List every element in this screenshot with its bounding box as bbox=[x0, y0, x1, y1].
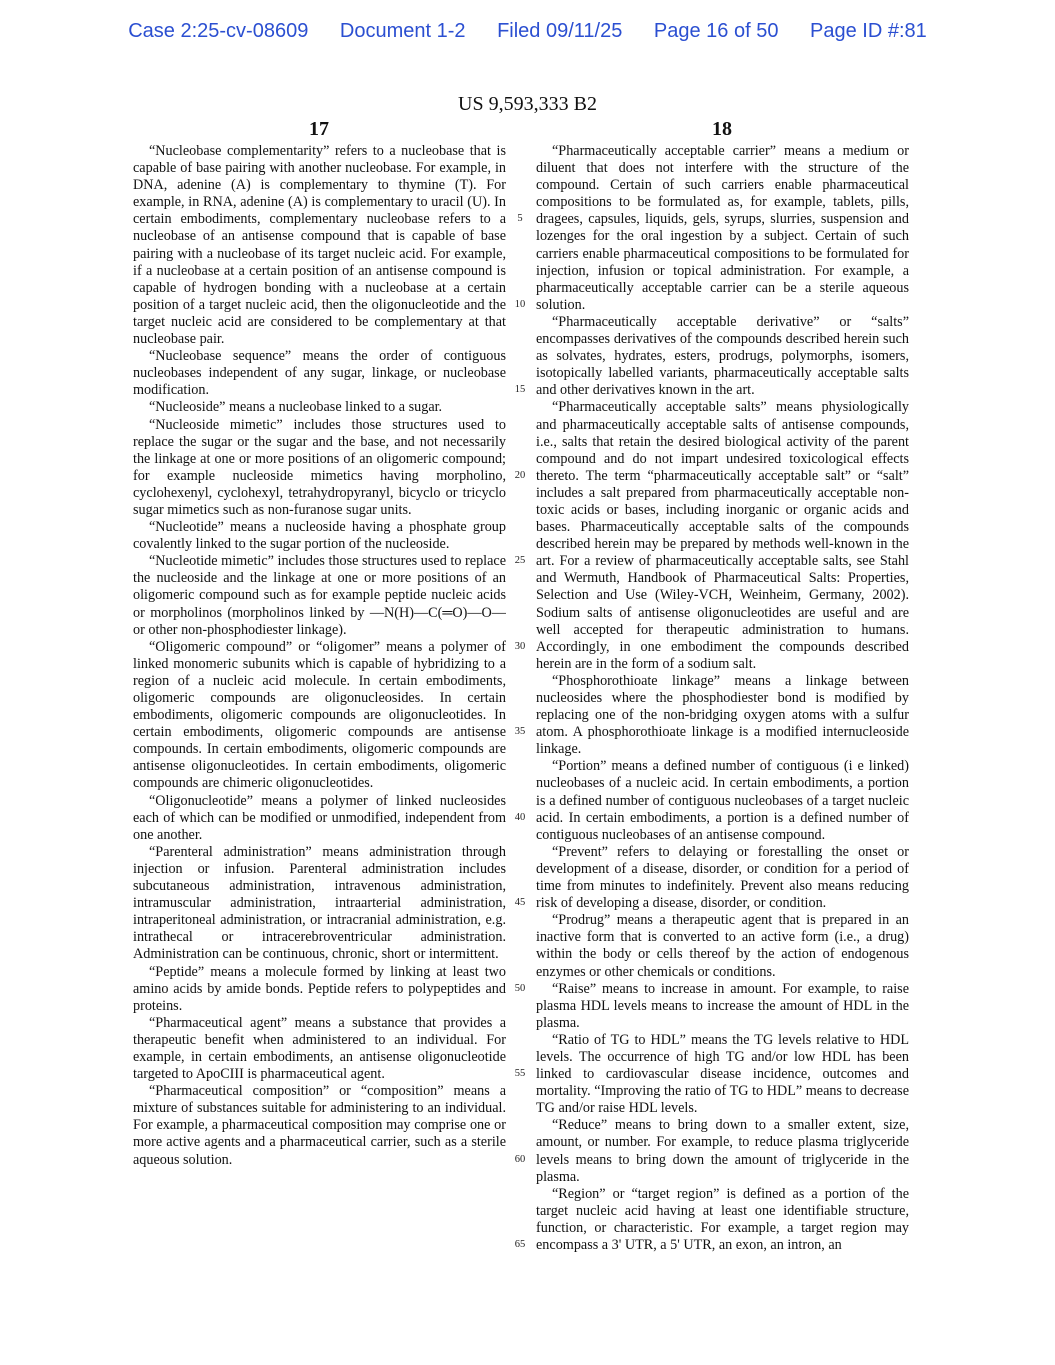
line-number: 45 bbox=[514, 897, 526, 909]
patent-number: US 9,593,333 B2 bbox=[458, 93, 597, 115]
line-number: 65 bbox=[514, 1239, 526, 1251]
definition-paragraph: “Nucleobase sequence” means the order of contiguous nucleobases independent of any sugar, linkage, or nucleobase modification. bbox=[133, 348, 506, 399]
definition-paragraph: “Oligonucleotide” means a polymer of linked nucleosides each of which can be modified or unmodified, independent from one another. bbox=[133, 792, 506, 843]
line-number: 40 bbox=[514, 811, 526, 823]
definition-paragraph: “Prevent” refers to delaying or forestalling the onset or development of a disease, disorder, or condition for a period of time from minutes to indefinitely. Prevent also means reducing risk of developing a disease, disorder, or condition. bbox=[536, 843, 909, 912]
right-text-column bbox=[536, 143, 909, 1303]
line-number: 50 bbox=[514, 982, 526, 994]
definition-paragraph: “Nucleoside” means a nucleobase linked to a sugar. bbox=[149, 399, 443, 416]
document-number: Document 1-2 bbox=[339, 20, 466, 42]
definition-paragraph: “Pharmaceutically acceptable carrier” means a medium or diluent that does not interfere with the structure of the compound. Certain of such carriers enable pharmaceutical compositions to be formulated as, for example, tablets, pills, dragees, capsules, liquids, gels, syrups, slurries, suspension and lozenges for the oral ingestion by a subject. Certain of such carriers enable pharmaceutical compositions to be formulated for injection, infusion or topical administration. For example, a pharmaceutically acceptable carrier can be a sterile aqueous solution. bbox=[536, 143, 909, 313]
right-column-number: 18 bbox=[712, 118, 732, 140]
definition-paragraph: “Oligomeric compound” or “oligomer” means a polymer of linked monomeric subunits which is capable of hybridizing to a region of a nucleic acid molecule. In certain embodiments, oligomeric compounds are oligonucleosides. In certain embodiments, oligomeric compounds are oligonucleotides. In certain embodiments, oligomeric compounds are antisense compounds. In certain embodiments, oligomeric compounds are antisense oligonucleotides. In certain embodiments, oligomeric compounds are chimeric oligonucleotides. bbox=[133, 638, 506, 792]
filed-date: Filed 09/11/25 bbox=[497, 20, 623, 42]
court-filing-header bbox=[0, 20, 1055, 43]
definition-paragraph: “Reduce” means to bring down to a smaller extent, size, amount, or number. For example, to reduce plasma triglyceride levels means to bring down the amount of triglyceride in the plasma. bbox=[536, 1117, 909, 1185]
line-number: 25 bbox=[514, 555, 526, 567]
definition-paragraph: “Pharmaceutical agent” means a substance that provides a therapeutic benefit when administered to an individual. For example, in certain embodiments, an antisense oligonucleotide targeted to ApoCIII is pharmaceutical agent. bbox=[133, 1014, 506, 1083]
definition-paragraph: “Peptide” means a molecule formed by linking at least two amino acids by amide bonds. Peptide refers to polypeptides and proteins. bbox=[133, 963, 506, 1014]
definition-paragraph: “Portion” means a defined number of contiguous (i e linked) nucleobases of a nucleic acid. In certain embodiments, a portion is a defined number of contiguous nucleobases of a target nucleic acid. In certain embodiments, a portion is a defined number of contiguous nucleobases of an antisense compound. bbox=[536, 758, 909, 843]
definition-paragraph: “Pharmaceutically acceptable derivative” or “salts” encompasses derivatives of the compounds described herein such as solvates, hydrates, esters, prodrugs, polymorphs, isomers, isotopically labelled variants, pharmaceutically acceptable salts and other derivatives known in the art. bbox=[536, 313, 909, 399]
line-number: 10 bbox=[514, 298, 526, 310]
line-number: 35 bbox=[514, 726, 526, 738]
definition-paragraph: “Raise” means to increase in amount. For example, to raise plasma HDL levels means to increase the amount of HDL in the plasma. bbox=[536, 980, 909, 1031]
line-number: 20 bbox=[514, 469, 526, 481]
definition-paragraph: “Pharmaceutical composition” or “composition” means a mixture of substances suitable for administering to an individual. For example, a pharmaceutical composition may comprise one or more active agents and a pharmaceutical carrier, such as a sterile aqueous solution. bbox=[133, 1083, 506, 1168]
left-text-column bbox=[133, 143, 506, 1303]
page-count: Page 16 of 50 bbox=[653, 20, 779, 42]
definition-paragraph: “Ratio of TG to HDL” means the TG levels relative to HDL levels. The occurrence of high TG and/or low HDL has been linked to cardiovascular disease incidence, outcomes and mortality. “Improving the ratio of TG to HDL” means to decrease TG and/or raise HDL levels. bbox=[536, 1031, 909, 1117]
definition-paragraph: “Parenteral administration” means administration through injection or infusion. Parenteral administration includes subcutaneous administration, intravenous administration, intramuscular administration, intraarterial administration, intraperitoneal administration, or intracranial administration, e.g. intrathecal or intracerebroventricular administration. Administration can be continuous, chronic, short or intermittent. bbox=[133, 843, 506, 963]
definition-paragraph: “Nucleotide mimetic” includes those structures used to replace the nucleoside and the linkage at one or more positions of an oligomeric compound such as for example peptide nucleic acids or morpholinos (morpholinos linked by —N(H)—C(═O)—O— or other non-phosphodiester linkage). bbox=[133, 553, 506, 638]
definition-paragraph: “Prodrug” means a therapeutic agent that is prepared in an inactive form that is converted to an active form (i.e., a drug) within the body or cells thereof by the action of endogenous enzymes or other chemicals or conditions. bbox=[536, 912, 909, 980]
definition-paragraph: “Region” or “target region” is defined as a portion of the target nucleic acid having at least one identifiable structure, function, or characteristic. For example, a target region may encompass a 3' UTR, a 5' UTR, an exon, an intron, an bbox=[536, 1185, 909, 1253]
definition-paragraph: “Nucleobase complementarity” refers to a nucleobase that is capable of base pairing with another nucleobase. For example, in DNA, adenine (A) is complementary to thymine (T). For example, in RNA, adenine (A) is complementary to uracil (U). In certain embodiments, complementary nucleobase refers to a nucleobase of an antisense compound that is capable of base pairing with a nucleobase of its target nucleic acid. For example, if a nucleobase at a certain position of an antisense compound is capable of hydrogen bonding with a nucleobase at a certain position of a target nucleic acid, then the oligonucleotide and the target nucleic acid are considered to be complementary at that nucleobase pair. bbox=[133, 143, 506, 348]
line-number: 15 bbox=[514, 384, 526, 396]
left-column-number: 17 bbox=[309, 118, 329, 140]
definition-paragraph: “Nucleoside mimetic” includes those structures used to replace the sugar or the sugar and the base, and not necessarily the linkage at one or more positions of an oligomeric compound; for example nucleoside mimetics having morpholino, cyclohexenyl, cyclohexyl, tetrahydropyranyl, bicyclo or tricyclo sugar mimetics such as non-furanose sugar units. bbox=[133, 416, 506, 518]
line-number: 30 bbox=[514, 640, 526, 652]
line-number: 60 bbox=[514, 1153, 526, 1165]
page-id: Page ID #:81 bbox=[810, 20, 927, 42]
line-number: 5 bbox=[517, 213, 523, 225]
line-number-gutter bbox=[510, 143, 530, 1303]
definition-paragraph: “Pharmaceutically acceptable salts” means physiologically and pharmaceutically acceptable salts of antisense compounds, i.e., salts that retain the desired biological activity of the parent compound and do not impart undesired toxicological effects thereto. The term “pharmaceutically acceptable salt” or “salt” includes a salt prepared from pharmaceutically acceptable non-toxic acids or bases, including inorganic or organic acids and bases. Pharmaceutically acceptable salts of the compounds described herein may be prepared by methods well-known in the art. For a review of pharmaceutically acceptable salts, see Stahl and Wermuth, Handbook of Pharmaceutical Salts: Properties, Selection and Use (Wiley-VCH, Weinheim, Germany, 2002). Sodium salts of antisense oligonucleotides are useful and are well accepted for therapeutic administration to humans. Accordingly, in one embodiment the compounds described herein are in the form of a sodium salt. bbox=[536, 399, 909, 672]
line-number: 55 bbox=[514, 1068, 526, 1080]
definition-paragraph: “Phosphorothioate linkage” means a linkage between nucleosides where the phosphodiester bond is modified by replacing one of the non-bridging oxygen atoms with a sulfur atom. A phosphorothioate linkage is a modified internucleoside linkage. bbox=[536, 672, 909, 758]
case-number: Case 2:25-cv-08609 bbox=[128, 20, 309, 42]
definition-paragraph: “Nucleotide” means a nucleoside having a phosphate group covalently linked to the sugar portion of the nucleoside. bbox=[133, 519, 506, 553]
